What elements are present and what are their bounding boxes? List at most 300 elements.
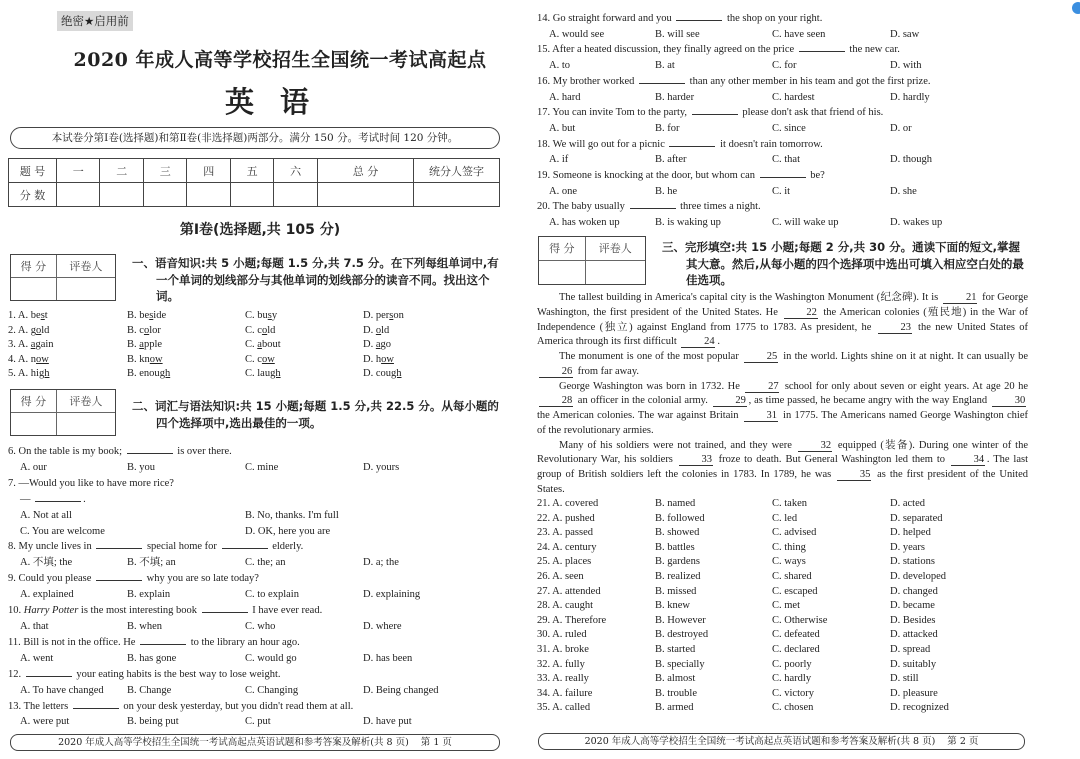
option[interactable] xyxy=(890,512,1010,527)
option[interactable] xyxy=(537,541,655,556)
option[interactable]: A. explained xyxy=(20,589,74,601)
option[interactable]: A. one xyxy=(549,185,577,197)
word-part: t xyxy=(44,310,48,321)
option[interactable]: D. yours xyxy=(363,461,400,473)
text-segment: be? xyxy=(807,170,825,182)
option[interactable] xyxy=(363,353,483,368)
option[interactable]: D. OK, here you are xyxy=(245,525,331,537)
question-number: 34. xyxy=(537,687,551,699)
option[interactable] xyxy=(655,541,772,556)
options-row xyxy=(8,587,513,603)
option[interactable]: C. You are welcome xyxy=(20,525,105,537)
cloze-option-row xyxy=(537,526,1057,541)
option[interactable] xyxy=(890,541,1010,556)
option[interactable]: A. but xyxy=(549,122,576,134)
option[interactable]: C. would go xyxy=(245,652,297,664)
option[interactable]: C. hardest xyxy=(772,91,815,103)
answer-blank[interactable] xyxy=(73,700,119,709)
option[interactable] xyxy=(655,628,772,643)
option[interactable] xyxy=(127,309,245,324)
option[interactable]: B. 不填; an xyxy=(127,557,176,569)
option[interactable] xyxy=(890,658,1010,673)
answer-blank[interactable] xyxy=(35,493,81,502)
answer-blank[interactable] xyxy=(96,540,142,549)
numbered-blank[interactable]: 25 xyxy=(744,351,778,363)
score-field[interactable] xyxy=(11,278,57,301)
option-text: D. became xyxy=(890,600,935,612)
option-letter: B. xyxy=(127,324,137,336)
option[interactable] xyxy=(655,643,772,658)
underlined-part: o xyxy=(375,324,382,336)
option[interactable]: A. would see xyxy=(549,28,605,40)
underlined-part: ow xyxy=(149,353,163,365)
numbered-blank[interactable]: 31 xyxy=(744,410,778,422)
numbered-blank[interactable]: 28 xyxy=(539,395,573,407)
option-text: C. ways xyxy=(772,556,806,568)
option[interactable] xyxy=(655,512,772,527)
underlined-part: a xyxy=(139,339,144,350)
numbered-blank[interactable]: 22 xyxy=(784,307,818,319)
grader-field[interactable] xyxy=(57,413,115,436)
option[interactable] xyxy=(890,701,1010,716)
numbered-blank[interactable]: 30 xyxy=(992,395,1026,407)
option[interactable] xyxy=(655,701,772,716)
page-footer xyxy=(10,734,500,751)
option[interactable] xyxy=(655,687,772,702)
answer-blank[interactable] xyxy=(692,106,738,115)
option-text: B. knew xyxy=(655,600,690,612)
score-table xyxy=(8,158,500,207)
cloze-option-row xyxy=(537,599,1057,614)
numbered-blank[interactable]: 24 xyxy=(681,336,715,348)
option[interactable]: B. has gone xyxy=(127,652,177,664)
underlined-part: a xyxy=(375,339,381,350)
option[interactable] xyxy=(537,526,655,541)
option[interactable] xyxy=(245,338,363,353)
option[interactable]: D. with xyxy=(890,60,922,72)
score-cell[interactable] xyxy=(187,183,230,207)
text-segment: George Washington was born in 1732. He xyxy=(559,380,744,392)
score-cell[interactable] xyxy=(317,183,413,207)
option[interactable]: A. Not at all xyxy=(20,509,72,521)
option[interactable]: D. wakes up xyxy=(890,217,943,229)
option-text: C. taken xyxy=(772,498,807,509)
score-field[interactable] xyxy=(11,413,57,436)
grader-label: 评卷人 xyxy=(586,237,645,261)
option[interactable]: B. for xyxy=(655,122,680,134)
question-stem xyxy=(8,492,513,508)
text-segment: please don't ask that friend of his. xyxy=(739,107,884,119)
option[interactable] xyxy=(890,497,1010,512)
option[interactable] xyxy=(127,367,245,382)
option[interactable]: B. after xyxy=(655,154,687,166)
underlined-part: o xyxy=(36,324,42,336)
text-segment: the American colonies. The war against Britain xyxy=(537,410,742,421)
option[interactable] xyxy=(890,526,1010,541)
question-number: 18. xyxy=(537,138,551,150)
option[interactable] xyxy=(8,338,127,353)
grader-box xyxy=(538,236,646,285)
option-text: A. attended xyxy=(552,585,601,597)
options-row xyxy=(8,651,513,667)
score-cell[interactable] xyxy=(230,183,273,207)
option[interactable]: B. Change xyxy=(127,684,172,696)
option[interactable]: C. since xyxy=(772,122,806,134)
question-stem xyxy=(8,476,513,492)
numbered-blank[interactable]: 33 xyxy=(679,454,713,466)
question xyxy=(537,199,1057,230)
option[interactable] xyxy=(772,599,890,614)
option-text: B. named xyxy=(655,498,696,509)
option[interactable]: D. hardly xyxy=(890,91,930,103)
option[interactable] xyxy=(655,672,772,687)
option[interactable]: A. went xyxy=(20,652,54,664)
option[interactable] xyxy=(655,585,772,600)
passage-paragraph xyxy=(537,350,1028,380)
option[interactable] xyxy=(772,585,890,600)
word-part: go xyxy=(380,339,392,350)
option[interactable] xyxy=(772,658,890,673)
option[interactable] xyxy=(772,672,890,687)
option[interactable] xyxy=(537,701,655,716)
score-cell[interactable] xyxy=(57,183,100,207)
question xyxy=(8,667,513,699)
option[interactable]: B. you xyxy=(127,461,156,473)
text-segment: it doesn't rain tomorrow. xyxy=(717,138,823,150)
grader-field[interactable] xyxy=(586,261,645,285)
option[interactable] xyxy=(127,353,245,368)
option[interactable] xyxy=(772,555,890,570)
question-stem xyxy=(537,105,1057,121)
question-stem xyxy=(8,635,513,651)
options-row xyxy=(537,215,1057,231)
answer-blank[interactable] xyxy=(639,75,685,84)
option[interactable] xyxy=(772,643,890,658)
cloze-passage xyxy=(537,291,1028,498)
question-number: 5. xyxy=(8,368,16,379)
option[interactable]: D. has been xyxy=(363,652,413,664)
option[interactable]: A. were put xyxy=(20,716,70,728)
option[interactable] xyxy=(8,309,127,324)
options-row xyxy=(8,619,513,635)
option-text: C. Otherwise xyxy=(772,614,828,626)
option[interactable] xyxy=(772,687,890,702)
option[interactable]: B. being put xyxy=(127,716,179,728)
word-part: bu xyxy=(257,310,268,321)
option[interactable]: D. though xyxy=(890,154,932,166)
option[interactable] xyxy=(363,338,483,353)
option[interactable] xyxy=(537,672,655,687)
option[interactable]: A. 不填; the xyxy=(20,557,73,569)
option[interactable]: C. have seen xyxy=(772,28,826,40)
question-stem xyxy=(537,199,1057,215)
option[interactable] xyxy=(363,324,483,339)
option-text: B. almost xyxy=(655,673,696,685)
option[interactable] xyxy=(537,585,655,600)
option[interactable] xyxy=(772,701,890,716)
question-number: 20. xyxy=(537,201,551,213)
option[interactable]: C. to explain xyxy=(245,589,299,601)
answer-blank[interactable] xyxy=(140,636,186,645)
score-table-header-row xyxy=(9,159,500,183)
header-cell: 六 xyxy=(274,159,317,183)
text-segment: . The last group of British soldiers left the colonies in 1783. In 1789, he was xyxy=(537,454,1029,480)
option-text: B. realized xyxy=(655,570,701,582)
option[interactable] xyxy=(537,643,655,658)
option[interactable]: D. a; the xyxy=(363,557,399,569)
question xyxy=(8,444,513,476)
option[interactable] xyxy=(537,658,655,673)
answer-blank[interactable] xyxy=(676,12,722,21)
question xyxy=(8,539,513,571)
option[interactable]: C. that xyxy=(772,154,800,166)
grader-label: 评卷人 xyxy=(57,390,115,413)
option[interactable] xyxy=(772,628,890,643)
option-letter: C. xyxy=(245,339,255,350)
option[interactable] xyxy=(890,570,1010,585)
word-part: ld xyxy=(41,324,50,336)
question-number: 35. xyxy=(537,702,551,714)
text-segment: to the library an hour ago. xyxy=(188,636,300,648)
option-letter: A. xyxy=(17,353,29,365)
option[interactable]: C. mine xyxy=(245,461,279,473)
option-text: B. specially xyxy=(655,658,705,670)
option[interactable] xyxy=(363,309,483,324)
option[interactable]: B. harder xyxy=(655,91,695,103)
option[interactable] xyxy=(772,526,890,541)
option[interactable] xyxy=(772,614,890,629)
option-text: B. battles xyxy=(655,541,695,553)
score-cell[interactable] xyxy=(414,183,500,207)
score-label: 得 分 xyxy=(11,390,57,413)
option[interactable] xyxy=(890,672,1010,687)
question xyxy=(537,74,1057,105)
option[interactable]: B. he xyxy=(655,185,678,197)
option[interactable] xyxy=(655,526,772,541)
options-row xyxy=(8,714,513,730)
cloze-option-row xyxy=(537,687,1057,702)
option[interactable] xyxy=(655,614,772,629)
subject-title: 英语 xyxy=(224,85,335,119)
option[interactable] xyxy=(772,512,890,527)
numbered-blank[interactable]: 35 xyxy=(837,469,871,481)
text-segment: , as time passed, he became angry with the way England xyxy=(748,395,990,407)
phonetics-questions xyxy=(8,309,508,382)
options-row xyxy=(8,683,513,699)
option[interactable] xyxy=(245,309,363,324)
option[interactable] xyxy=(537,497,655,512)
option[interactable]: C. Changing xyxy=(245,684,299,696)
options-row xyxy=(537,90,1057,106)
option[interactable]: A. that xyxy=(20,620,49,632)
cloze-option-row xyxy=(537,701,1057,716)
option-text: C. declared xyxy=(772,643,820,655)
option[interactable] xyxy=(245,353,363,368)
answer-blank[interactable] xyxy=(202,604,248,613)
score-cell[interactable] xyxy=(100,183,143,207)
option[interactable]: C. put xyxy=(245,716,271,728)
option[interactable] xyxy=(127,324,245,339)
numbered-blank[interactable]: 23 xyxy=(878,322,912,334)
text-segment: from far away. xyxy=(575,365,640,377)
word-part: gain xyxy=(35,339,54,350)
option[interactable]: D. Being changed xyxy=(363,684,439,696)
question-number: 1. xyxy=(8,310,16,321)
option[interactable]: B. at xyxy=(655,60,675,72)
text-segment: three times a night. xyxy=(677,201,761,213)
question-number: 31. xyxy=(537,643,551,655)
option[interactable]: A. to xyxy=(549,60,570,72)
option[interactable] xyxy=(537,614,655,629)
text-segment: is over there. xyxy=(174,446,232,457)
option[interactable]: D. explaining xyxy=(363,589,421,601)
answer-blank[interactable] xyxy=(669,138,715,147)
option[interactable]: D. she xyxy=(890,185,917,197)
option[interactable]: D. or xyxy=(890,122,912,134)
option[interactable] xyxy=(772,497,890,512)
word-part: pple xyxy=(143,339,163,350)
numbered-blank[interactable]: 32 xyxy=(798,440,832,452)
option[interactable]: B. when xyxy=(127,620,162,632)
phonetics-question xyxy=(8,353,508,368)
phonetics-question xyxy=(8,309,508,324)
option[interactable]: D. have put xyxy=(363,716,412,728)
word-part: y xyxy=(271,310,278,321)
option[interactable] xyxy=(655,555,772,570)
numbered-blank[interactable]: 29 xyxy=(713,395,747,407)
answer-blank[interactable] xyxy=(630,200,676,209)
question xyxy=(8,635,513,667)
option[interactable]: A. if xyxy=(549,154,569,166)
score-cell[interactable] xyxy=(143,183,186,207)
option[interactable]: C. the; an xyxy=(245,557,286,569)
option-text: B. trouble xyxy=(655,687,697,699)
option[interactable]: C. it xyxy=(772,185,791,197)
option[interactable]: C. who xyxy=(245,620,276,632)
options-row xyxy=(537,58,1057,74)
option[interactable]: A. hard xyxy=(549,91,581,103)
question xyxy=(537,105,1057,136)
option[interactable] xyxy=(890,643,1010,658)
text-segment: Bill is not in the office. He xyxy=(23,636,139,648)
answer-blank[interactable] xyxy=(222,540,268,549)
text-segment: the shop on your right. xyxy=(724,13,823,24)
option[interactable] xyxy=(890,555,1010,570)
option-text: D. developed xyxy=(890,570,946,582)
text-segment: After a heated discussion, they finally agreed on the price xyxy=(552,44,797,56)
option[interactable] xyxy=(655,570,772,585)
option[interactable]: B. will see xyxy=(655,28,700,40)
answer-blank[interactable] xyxy=(26,668,72,677)
option[interactable] xyxy=(890,585,1010,600)
question xyxy=(8,699,513,731)
underlined-part: ow xyxy=(381,353,394,365)
text-segment: on your desk yesterday, but you didn't read them at all. xyxy=(120,700,354,712)
option-text: C. led xyxy=(772,512,798,524)
option[interactable] xyxy=(655,497,772,512)
header-cell: 四 xyxy=(187,159,230,183)
option[interactable] xyxy=(245,324,363,339)
option[interactable]: C. for xyxy=(772,60,797,72)
score-cell[interactable] xyxy=(274,183,317,207)
option[interactable] xyxy=(8,367,127,382)
option[interactable]: B. is waking up xyxy=(655,217,721,229)
option[interactable] xyxy=(127,338,245,353)
answer-blank[interactable] xyxy=(96,572,142,581)
options-row xyxy=(537,27,1057,43)
option-letter: A. xyxy=(17,339,29,350)
options-row xyxy=(8,460,513,476)
option[interactable] xyxy=(890,614,1010,629)
option[interactable]: D. saw xyxy=(890,28,920,40)
option[interactable] xyxy=(772,541,890,556)
question-number: 15. xyxy=(537,44,551,56)
answer-blank[interactable] xyxy=(127,445,173,454)
question-stem xyxy=(8,571,513,587)
cloze-option-row xyxy=(537,570,1057,585)
option[interactable] xyxy=(8,353,127,368)
option[interactable] xyxy=(890,687,1010,702)
passage-paragraph xyxy=(537,439,1028,498)
option-text: B. destroyed xyxy=(655,629,709,641)
option[interactable] xyxy=(363,367,483,382)
word-part: per xyxy=(375,310,390,321)
option[interactable] xyxy=(537,599,655,614)
option[interactable] xyxy=(655,658,772,673)
numbered-blank[interactable]: 27 xyxy=(745,381,779,393)
option[interactable] xyxy=(537,555,655,570)
option[interactable] xyxy=(890,628,1010,643)
option[interactable] xyxy=(537,570,655,585)
option[interactable]: A. has woken up xyxy=(549,217,620,229)
header-cell: 总 分 xyxy=(317,159,413,183)
numbered-blank[interactable]: 26 xyxy=(539,366,573,378)
option[interactable]: A. our xyxy=(20,461,47,473)
option[interactable] xyxy=(772,570,890,585)
text-segment: The monument is one of the most popular xyxy=(559,351,743,362)
question-number: 30. xyxy=(537,629,551,641)
option-text: A. passed xyxy=(552,527,593,539)
option[interactable]: B. explain xyxy=(127,589,171,601)
option[interactable]: D. where xyxy=(363,620,402,632)
answer-blank[interactable] xyxy=(799,43,845,52)
answer-blank[interactable] xyxy=(760,169,806,178)
option-letter: D. xyxy=(363,324,374,336)
option[interactable] xyxy=(537,687,655,702)
option[interactable] xyxy=(537,628,655,643)
text-segment: Someone is knocking at the door, but whom can xyxy=(552,170,758,182)
score-field[interactable] xyxy=(539,261,586,285)
option[interactable]: B. No, thanks. I'm full xyxy=(245,509,339,521)
option[interactable]: C. will wake up xyxy=(772,217,839,229)
grader-field[interactable] xyxy=(57,278,115,301)
option-letter: A. xyxy=(17,324,29,336)
option[interactable] xyxy=(655,599,772,614)
numbered-blank[interactable]: 21 xyxy=(943,292,977,304)
option[interactable] xyxy=(537,512,655,527)
option[interactable] xyxy=(8,324,127,339)
option[interactable]: A. To have changed xyxy=(20,684,104,696)
text-segment: The tallest building in America's capital city is the Washington Monument (纪念碑). It is xyxy=(559,292,942,303)
option[interactable] xyxy=(245,367,363,382)
header-cell: 统分人签字 xyxy=(414,159,500,183)
option[interactable] xyxy=(890,599,1010,614)
numbered-blank[interactable]: 34 xyxy=(951,454,985,466)
option-letter: C. xyxy=(245,310,255,321)
options-row xyxy=(537,184,1057,200)
word-part: hi xyxy=(30,368,39,379)
header-cell: 一 xyxy=(57,159,100,183)
